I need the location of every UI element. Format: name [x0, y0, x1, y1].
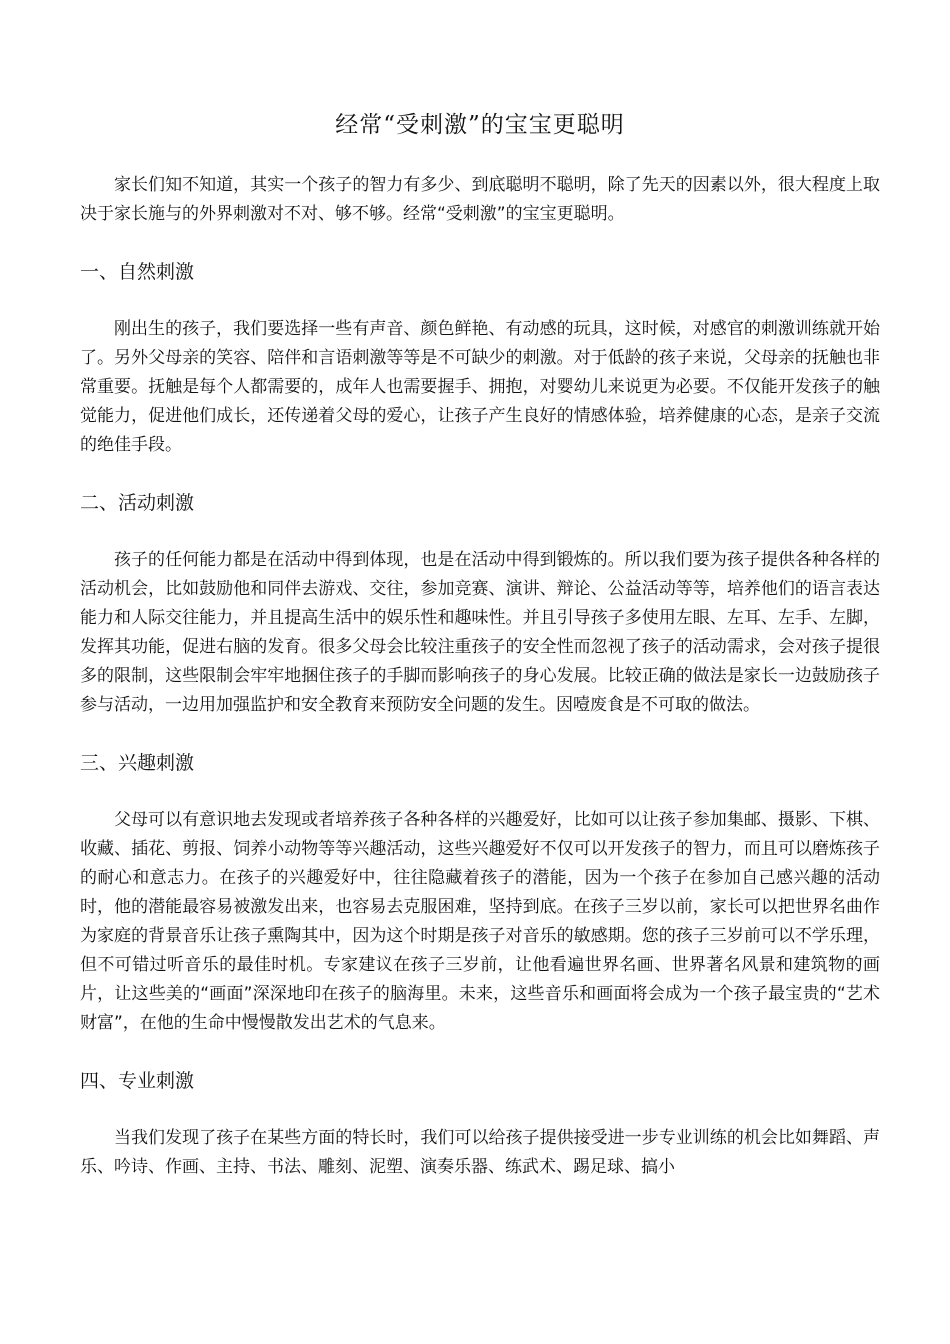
intro-paragraph: 家长们知不知道，其实一个孩子的智力有多少、到底聪明不聪明，除了先天的因素以外，很大程度上取决于家长施与的外界刺激对不对、够不够。经常“受刺激”的宝宝更聪明。: [80, 175, 880, 224]
section-heading-professional: 四、专业刺激: [80, 1070, 195, 1092]
section-body-natural: 刚出生的孩子，我们要选择一些有声音、颜色鲜艳、有动感的玩具，这时候，对感官的刺激训练就开始了。另外父母亲的笑容、陪伴和言语刺激等等是不可缺少的刺激。对于低龄的孩子来说，父母亲的抚触也非常重要。抚触是每个人都需要的，成年人也需要握手、拥抱，对婴幼儿来说更为必要。不仅能开发孩子的触觉能力，促进他们成长，还传递着父母的爱心，让孩子产生良好的情感体验，培养健康的心态，是亲子交流的绝佳手段。: [80, 319, 880, 455]
document-title: 经常“受刺激”的宝宝更聪明: [335, 112, 625, 138]
section-body-professional: 当我们发现了孩子在某些方面的特长时，我们可以给孩子提供接受进一步专业训练的机会比如舞蹈、声乐、吟诗、作画、主持、书法、雕刻、泥塑、演奏乐器、练武术、踢足球、搞小: [80, 1128, 880, 1177]
section-body-interest: 父母可以有意识地去发现或者培养孩子各种各样的兴趣爱好，比如可以让孩子参加集邮、摄影、下棋、收藏、插花、剪报、饲养小动物等等兴趣活动，这些兴趣爱好不仅可以开发孩子的智力，而且可以磨炼孩子的耐心和意志力。在孩子的兴趣爱好中，往往隐藏着孩子的潜能，因为一个孩子在参加自己感兴趣的活动时，他的潜能最容易被激发出来，也容易去克服困难，坚持到底。在孩子三岁以前，家长可以把世界名曲作为家庭的背景音乐让孩子熏陶其中，因为这个时期是孩子对音乐的敏感期。您的孩子三岁前可以不学乐理，但不可错过听音乐的最佳时机。专家建议在孩子三岁前，让他看遍世界名画、世界著名风景和建筑物的画片，让这些美的“画面”深深地印在孩子的脑海里。未来，这些音乐和画面将会成为一个孩子最宝贵的“艺术财富”，在他的生命中慢慢散发出艺术的气息来。: [80, 810, 880, 1033]
section-heading-natural: 一、自然刺激: [80, 261, 195, 283]
section-heading-activity: 二、活动刺激: [80, 492, 195, 514]
document-page: [80, 105, 880, 1182]
section-heading-interest: 三、兴趣刺激: [80, 752, 195, 774]
section-body-activity: 孩子的任何能力都是在活动中得到体现，也是在活动中得到锻炼的。所以我们要为孩子提供各种各样的活动机会，比如鼓励他和同伴去游戏、交往，参加竞赛、演讲、辩论、公益活动等等，培养他们的语言表达能力和人际交往能力，并且提高生活中的娱乐性和趣味性。并且引导孩子多使用左眼、左耳、左手、左脚，发挥其功能，促进右脑的发育。很多父母会比较注重孩子的安全性而忽视了孩子的活动需求，会对孩子提很多的限制，这些限制会牢牢地捆住孩子的手脚而影响孩子的身心发展。比较正确的做法是家长一边鼓励孩子参与活动，一边用加强监护和安全教育来预防安全问题的发生。因噎废食是不可取的做法。: [80, 550, 880, 715]
